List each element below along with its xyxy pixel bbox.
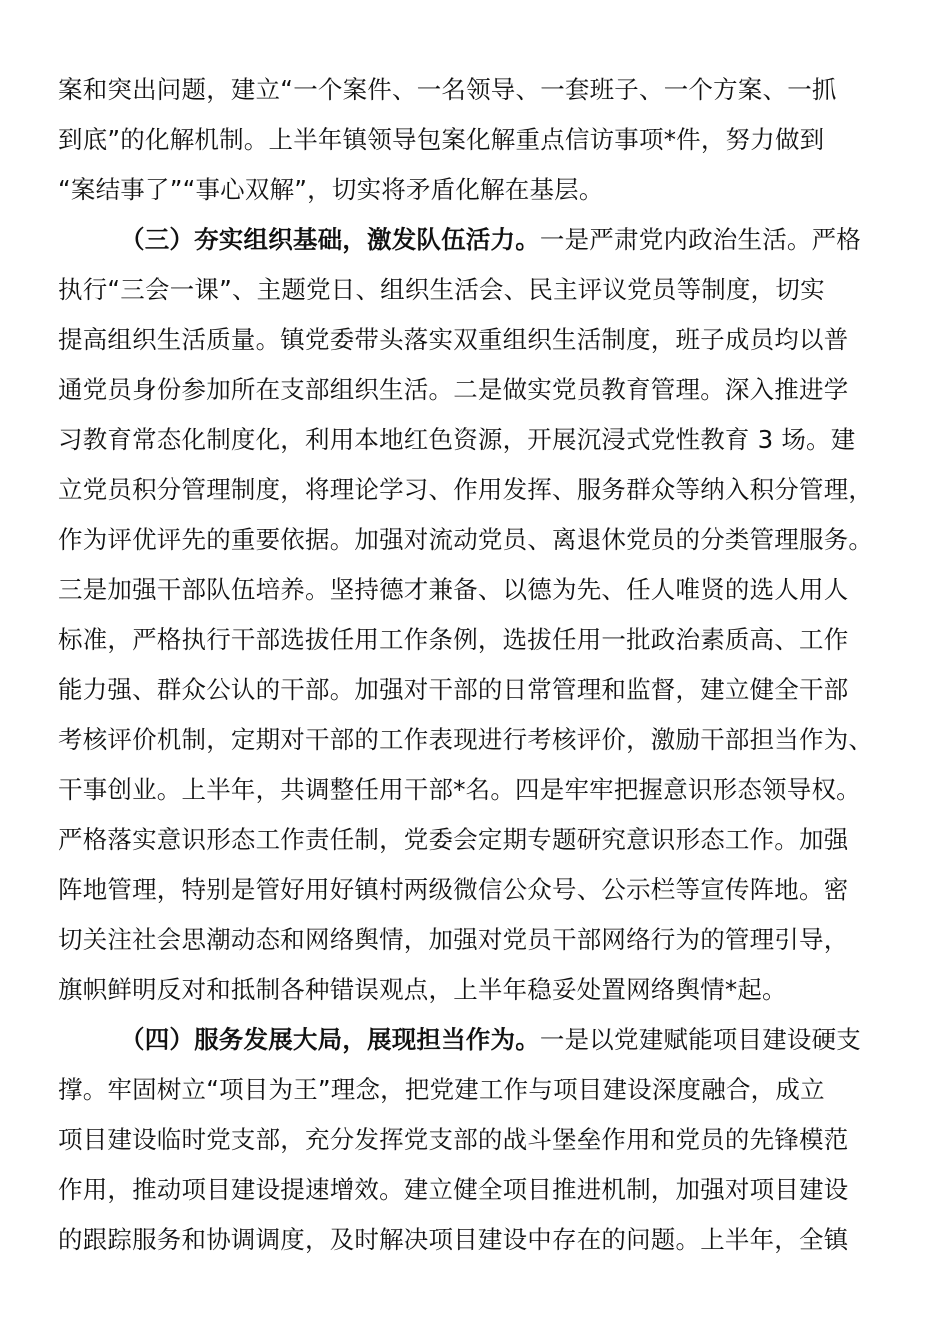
paragraph-line: 通党员身份参加所在支部组织生活。二是做实党员教育管理。深入推进学 [58, 375, 849, 404]
section-4-first-line [120, 1024, 861, 1056]
paragraph-line: 项目建设临时党支部，充分发挥党支部的战斗堡垒作用和党员的先锋模范 [58, 1125, 849, 1154]
paragraph-line: 提高组织生活质量。镇党委带头落实双重组织生活制度，班子成员均以普 [58, 325, 849, 354]
paragraph-line: 三是加强干部队伍培养。坚持德才兼备、以德为先、任人唯贤的选人用人 [58, 575, 849, 604]
paragraph-line: 旗帜鲜明反对和抵制各种错误观点，上半年稳妥处置网络舆情*起。 [58, 975, 787, 1004]
section-4-lead-text: 一是以党建赋能项目建设硬支 [539, 1025, 862, 1054]
paragraph-line: 干事创业。上半年，共调整任用干部*名。四是牢牢把握意识形态领导权。 [58, 775, 861, 804]
paragraph-line: 立党员积分管理制度，将理论学习、作用发挥、服务群众等纳入积分管理， [58, 475, 874, 504]
paragraph-line: 作用，推动项目建设提速增效。建立健全项目推进机制，加强对项目建设 [58, 1175, 849, 1204]
paragraph-line: 标准，严格执行干部选拔任用工作条例，选拔任用一批政治素质高、工作 [58, 625, 849, 654]
paragraph-line: 考核评价机制，定期对干部的工作表现进行考核评价，激励干部担当作为、 [58, 725, 874, 754]
section-3-heading: （三）夯实组织基础，激发队伍活力。 [120, 225, 540, 254]
paragraph-line: 的跟踪服务和协调调度，及时解决项目建设中存在的问题。上半年，全镇 [58, 1225, 849, 1254]
paragraph-line: 作为评优评先的重要依据。加强对流动党员、离退休党员的分类管理服务。 [58, 525, 874, 554]
paragraph-line: 能力强、群众公认的干部。加强对干部的日常管理和监督，建立健全干部 [58, 675, 849, 704]
paragraph-line: 到底”的化解机制。上半年镇领导包案化解重点信访事项*件，努力做到 [58, 125, 825, 154]
paragraph-line: 阵地管理，特别是管好用好镇村两级微信公众号、公示栏等宣传阵地。密 [58, 875, 849, 904]
section-3-lead-text: 一是严肃党内政治生活。严格 [539, 225, 862, 254]
paragraph-line: 严格落实意识形态工作责任制，党委会定期专题研究意识形态工作。加强 [58, 825, 849, 854]
section-3-first-line [120, 224, 861, 256]
paragraph-line: 切关注社会思潮动态和网络舆情，加强对党员干部网络行为的管理引导， [58, 925, 849, 954]
paragraph-line: 撑。牢固树立“项目为王”理念，把党建工作与项目建设深度融合，成立 [58, 1075, 825, 1104]
paragraph-line: 案和突出问题，建立“一个案件、一名领导、一套班子、一个方案、一抓 [58, 75, 837, 104]
section-4-heading: （四）服务发展大局，展现担当作为。 [120, 1025, 540, 1054]
paragraph-line: 习教育常态化制度化，利用本地红色资源，开展沉浸式党性教育 3 场。建 [58, 425, 856, 454]
paragraph-line: “案结事了”“事心双解”，切实将矛盾化解在基层。 [58, 175, 604, 204]
paragraph-line: 执行“三会一课”、主题党日、组织生活会、民主评议党员等制度，切实 [58, 275, 825, 304]
